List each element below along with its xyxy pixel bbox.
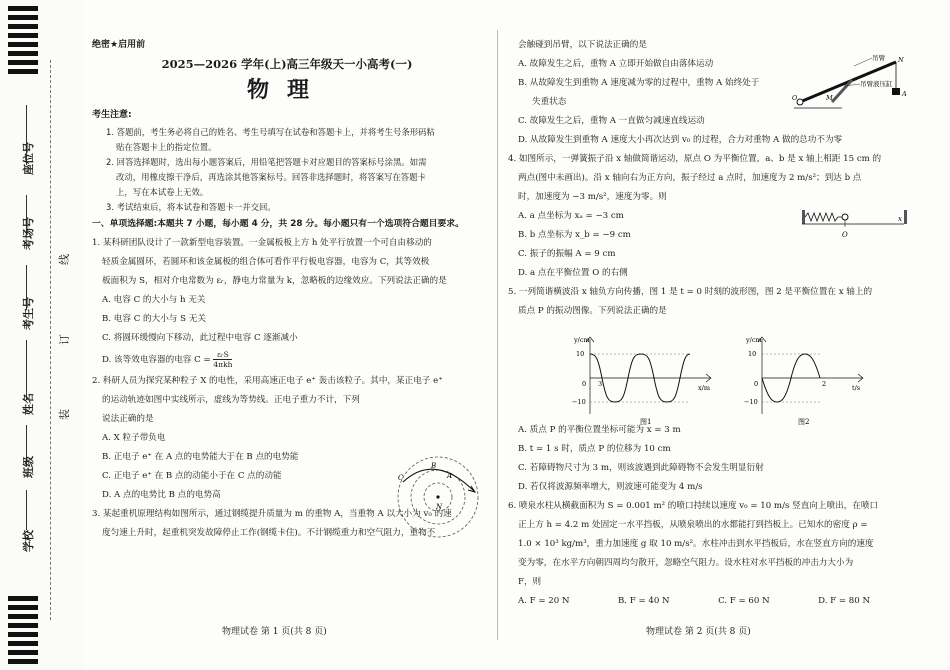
q1-line: 轻质金属圆环，若圆环和该金属板的组合体可看作平行板电容器，电容为 C，其等效极	[102, 257, 430, 267]
q4-option-b: B. b 点坐标为 x_b = −9 cm	[518, 230, 631, 240]
page-2	[508, 36, 910, 611]
q6-line: F，则	[518, 577, 542, 587]
q1-option-c: C. 将圆环缓慢向下移动，此过程中电容 C 逐渐减小	[102, 333, 298, 343]
q5-figure-2	[740, 334, 870, 426]
q2-fig-label-b: B	[431, 462, 437, 470]
q2-figure	[395, 452, 481, 538]
q5-line: 质点 P 的振动图像。下列说法正确的是	[518, 306, 667, 316]
q3-fig-label-arm: 吊臂	[872, 54, 885, 62]
q3-fig-label-cyl: 吊臂液压缸	[860, 80, 893, 88]
q4-line: 两点(图中未画出)。沿 x 轴向右为正方向，振子经过 a 点时，加速度为 2 m/s²；到达 b 点	[518, 173, 862, 183]
q3-fig-label-a: A	[902, 90, 907, 98]
binding-barcode-top	[8, 6, 38, 78]
q4-spring-figure	[800, 206, 910, 242]
q3-fig-label-n: N	[898, 56, 904, 64]
binding-strip	[0, 0, 84, 670]
note-line: 贴在答题卡上的指定位置。	[116, 142, 217, 152]
exam-title: 2025—2026 学年(上)高三年级天一小高考(一)	[161, 57, 413, 71]
fig2-ytick-zero: 0	[754, 380, 759, 388]
fig1-ytick-top: 10	[576, 350, 585, 358]
q6-option-d: D. F = 80 N	[818, 596, 870, 606]
q2-fig-label-c: C	[398, 474, 404, 482]
q2-option-c: C. 正电子 e⁺ 在 B 点的动能小于在 C 点的动能	[102, 471, 282, 481]
q4-option-d: D. a 点在平衡位置 O 的右侧	[518, 268, 628, 278]
fig1-ytick-bottom: −10	[572, 398, 586, 406]
binding-cut-line	[50, 60, 51, 620]
q2-fig-label-a: A	[447, 472, 453, 480]
q4-fig-label-o: O	[842, 231, 848, 239]
q5-line: 5. 一列简谐横波沿 x 轴负方向传播，图 1 是 t = 0 时刻的波形图，图 2 是平衡位置在 x 轴上的	[508, 287, 873, 297]
fig1-xtick: 3	[598, 380, 603, 388]
fig2-ylabel: y/cm	[746, 336, 762, 344]
notes-title: 考生注意:	[92, 110, 132, 120]
q6-options	[508, 592, 910, 611]
q1-option-d	[92, 348, 482, 372]
section-heading: 一、单项选择题:本题共 7 小题，每小题 4 分，共 28 分。每小题只有一个选项符合题目要求。	[92, 219, 464, 229]
note-line: 3. 考试结束后，将本试卷和答题卡一并交回。	[106, 202, 276, 212]
note-line: 上，写在本试卷上无效。	[116, 187, 209, 197]
q4-option-a: A. a 点坐标为 xₐ = −3 cm	[518, 211, 624, 221]
q1-line: 1. 某科研团队设计了一款新型电容装置。一金属板板上方 h 处平行放置一个可自由移动的	[92, 238, 432, 248]
fig1-ylabel: y/cm	[574, 336, 590, 344]
q4-option-c: C. 振子的振幅 A = 9 cm	[518, 249, 616, 259]
page-2-footer: 物理试卷 第 2 页(共 8 页)	[646, 627, 751, 637]
binding-rule	[26, 340, 27, 400]
q6-line: 变为零，在水平方向朝四周均匀散开，忽略空气阻力。设水柱对水平挡板的冲击力大小为	[518, 558, 854, 568]
cut-mark-fold: 装	[58, 409, 71, 420]
fig1-caption: 图1	[640, 418, 652, 426]
binding-label-name: 姓名	[22, 393, 35, 415]
q3-line: 度匀速上升时，起重机突发故障停止工作(钢缆卡住)。不计钢缆重力和空气阻力，重物不	[102, 528, 436, 538]
binding-label-id: 考生号	[22, 297, 35, 330]
q3-option-d: D. 从故障发生到重物 A 速度大小再次达到 v₀ 的过程，合力对重物 A 做的总功不为零	[518, 135, 843, 145]
q2-fig-label-n: N	[436, 503, 443, 511]
binding-barcode-bottom	[8, 596, 38, 668]
fraction-numerator: εᵣS	[213, 350, 232, 360]
q2-option-b: B. 正电子 e⁺ 在 A 点的电势能大于在 B 点的电势能	[102, 452, 299, 462]
fig2-xlabel: t/s	[852, 384, 861, 392]
q1-option-a: A. 电容 C 的大小与 h 无关	[102, 295, 206, 305]
page-1-footer: 物理试卷 第 1 页(共 8 页)	[222, 627, 327, 637]
fraction-denominator: 4πkh	[213, 360, 233, 369]
note-line: 2. 回答选择题时，选出每小题答案后，用铅笔把答题卡对应题目的答案标号涂黑。如需	[106, 157, 427, 167]
q6-option-a: A. F = 20 N	[518, 596, 570, 606]
q1-option-d-text: D. 该等效电容器的电容 C =	[102, 355, 211, 365]
binding-rule	[26, 490, 27, 530]
fig1-xlabel: x/m	[698, 384, 711, 392]
q5-option-d: D. 若仅将波源频率增大，则波速可能变为 4 m/s	[518, 482, 703, 492]
q6-line: 1.0 × 10³ kg/m³，重力加速度 g 取 10 m/s²。水柱冲击到水平挡板后，水在竖直方向的速度	[518, 539, 874, 549]
q3-crane-figure	[792, 54, 910, 114]
q3-option-c: C. 故障发生之后，重物 A 一直做匀减速直线运动	[518, 116, 705, 126]
q5-figure-1	[560, 334, 720, 426]
q2-line: 2. 科研人员为探究某种粒子 X 的电性，采用高速正电子 e⁺ 轰击该粒子。其中，某正电子 e⁺	[92, 376, 443, 386]
q6-option-b: B. F = 40 N	[617, 596, 670, 606]
q2-line: 的运动轨迹如图中实线所示，虚线为等势线。正电子重力不计，下列	[102, 395, 360, 405]
q1-fraction	[213, 350, 232, 369]
fig1-ytick-zero: 0	[582, 380, 587, 388]
fig2-ytick-top: 10	[748, 350, 757, 358]
q3-option-b: B. 从故障发生到重物 A 速度减为零的过程中，重物 A 始终处于	[518, 78, 760, 88]
q5-option-c: C. 若障碍物尺寸为 3 m，则该波遇到此障碍物不会发生明显衍射	[518, 463, 764, 473]
binding-label-class: 班级	[22, 456, 35, 478]
fig2-xtick: 2	[822, 380, 827, 388]
q3-option-b-cont: 失重状态	[532, 97, 567, 107]
note-line: 1. 答题前，考生务必将自己的姓名、考生号填写在试卷和答题卡上，并将考生号条形码粘	[106, 127, 435, 137]
q1-line: 板面积为 S，相对介电常数为 εᵣ，静电力常量为 k，忽略板的边缘效应。下列说法正确的是	[102, 276, 447, 286]
q4-line: 时，加速度为 −3 m/s²，速度为零。则	[518, 192, 667, 202]
q5-option-a: A. 质点 P 的平衡位置坐标可能为 x = 3 m	[518, 425, 681, 435]
q3-line: 3. 某起重机原理结构如图所示，通过钢缆提升质量为 m 的重物 A，当重物 A 以大小为 v₀ 的速	[92, 509, 452, 519]
q2-option-d: D. A 点的电势比 B 点的电势高	[102, 490, 221, 500]
q3-continue: 会触碰到吊臂，以下说法正确的是	[518, 40, 647, 50]
q4-fig-label-x: x	[898, 215, 902, 223]
q1-option-b: B. 电容 C 的大小与 S 无关	[102, 314, 206, 324]
cut-mark-bind: 订	[58, 334, 71, 345]
q6-line: 正上方 h = 4.2 m 处固定一水平挡板，从喷泉喷出的水都能打到挡板上。已知水的密度 ρ =	[518, 520, 868, 530]
q3-fig-label-o: O	[792, 94, 798, 102]
fig2-ytick-bottom: −10	[744, 398, 758, 406]
q6-option-c: C. F = 60 N	[718, 596, 770, 606]
binding-label-room: 考场号	[22, 217, 35, 250]
q6-line: 6. 喷泉水柱从横截面积为 S = 0.001 m² 的喷口持续以速度 v₀ = 10 m/s 竖直向上喷出，在喷口	[508, 501, 879, 511]
page-divider	[497, 30, 498, 640]
q2-line: 说法正确的是	[102, 414, 154, 424]
q3-option-a: A. 故障发生之后，重物 A 立即开始做自由落体运动	[518, 59, 714, 69]
note-line: 改动，用橡皮擦干净后，再选涂其他答案标号。回答非选择题时，将答案写在答题卡	[116, 172, 426, 182]
binding-label-school: 学校	[22, 530, 35, 552]
q5-option-b: B. t = 1 s 时，质点 P 的位移为 10 cm	[518, 444, 671, 454]
subject-title: 物理	[246, 77, 327, 103]
secret-mark: 绝密★启用前	[92, 40, 146, 50]
q2-option-a: A. X 粒子带负电	[102, 433, 166, 443]
cut-mark-line: 线	[58, 254, 71, 265]
fig2-caption: 图2	[798, 418, 810, 426]
q3-fig-label-m: M	[826, 94, 833, 102]
binding-label-seat: 座位号	[22, 142, 35, 175]
q4-line: 4. 如图所示，一弹簧振子沿 x 轴做简谐运动，原点 O 为平衡位置，a、b 是 x 轴上相距 15 cm 的	[508, 154, 882, 164]
